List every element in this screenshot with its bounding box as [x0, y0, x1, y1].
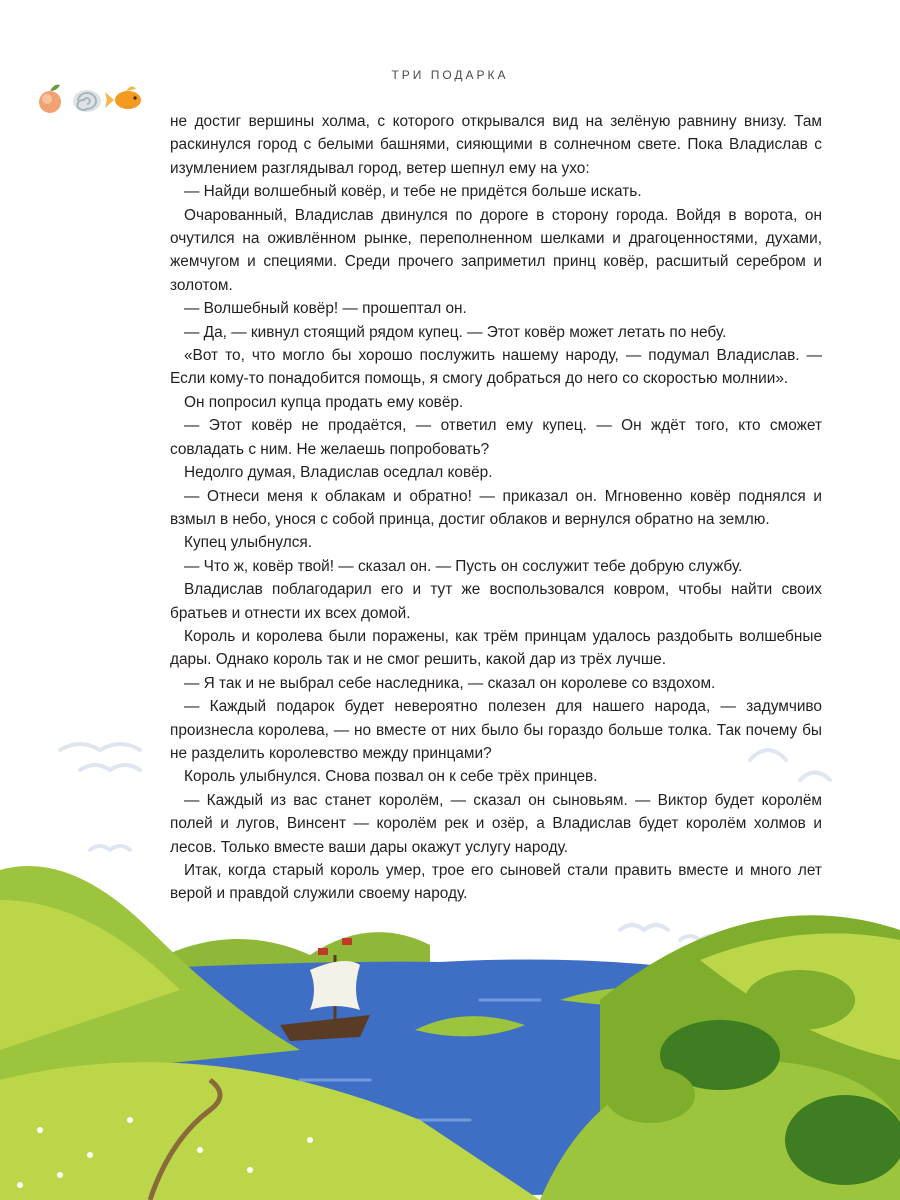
paragraph: — Да, — кивнул стоящий рядом купец. — Этот ковёр может летать по небу. — [184, 323, 727, 341]
paragraph: Купец улыбнулся. — [184, 534, 313, 552]
paragraph: — Каждый подарок будет невероятно полезен для нашего народа, — задумчиво произнесла королева, — но вместе от них было бы гораздо больше толка. Так почему бы не разделить королевство между принцами? — [170, 698, 822, 762]
paragraph: не достиг вершины холма, с которого открывался вид на зелёную равнину внизу. Там раскинулся город с белыми башнями, сияющими в солнечном свете. Пока Владислав с изумлением разглядывал город, ветер шепнул ему на ухо: — [170, 113, 822, 177]
paragraph: Итак, когда старый король умер, трое его сыновей стали править вместе и много лет верой и правдой служили своему народу. — [170, 862, 822, 903]
paragraph: Король улыбнулся. Снова позвал он к себе трёх принцев. — [184, 768, 598, 786]
tree — [785, 1095, 900, 1185]
seagulls — [60, 744, 830, 940]
paragraph: — Волшебный ковёр! — прошептал он. — [184, 300, 467, 318]
paragraph: — Что ж, ковёр твой! — сказал он. — Пусть он сослужит тебе добрую службу. — [184, 557, 743, 575]
goldfish-icon — [105, 86, 141, 109]
paragraph: Король и королева были поражены, как трём принцам удалось раздобыть волшебные дары. Однако король так и не смог решить, какой дар из трёх лучше. — [170, 627, 822, 669]
paragraph: Владислав поблагодарил его и тут же воспользовался ковром, чтобы найти своих братьев и отнести их всех домой. — [170, 581, 822, 622]
paragraph: — Я так и не выбрал себе наследника, — сказал он королеве со вздохом. — [184, 674, 716, 692]
paragraph: Недолго думая, Владислав оседлал ковёр. — [184, 464, 493, 482]
shell-icon — [73, 90, 101, 112]
paragraph: — Каждый из вас станет королём, — сказал он сыновьям. — Виктор будет королём полей и лугов, Винсент — королём рек и озёр, а Владислав будет королём холмов и лесов. Только вместе ваши дары окажут услугу народу. — [170, 791, 822, 856]
paragraph: Очарованный, Владислав двинулся по дороге в сторону города. Войдя в ворота, он очутился на оживлённом рынке, переполненном шелками и драгоценностями, духами, жемчугом и специями. Среди прочего заприметил принц ковёр, расшитый серебром и золотом. — [170, 206, 822, 294]
paragraph: — Отнеси меня к облакам и обратно! — приказал он. Мгновенно ковёр поднялся и взмыл в небо, унося с собой принца, достиг облаков и вернулся обратно на землю. — [170, 487, 822, 528]
paragraph: — Этот ковёр не продаётся, — ответил ему купец. — Он ждёт того, кто сможет совладать с ним. Не желаешь попробовать? — [170, 417, 822, 458]
paragraph: «Вот то, что могло бы хорошо послужить нашему народу, — подумал Владислав. — Если кому-то понадобится помощь, я смогу добраться до него со скоростью молнии». — [170, 347, 822, 388]
running-title: ТРИ ПОДАРКА — [391, 68, 509, 82]
paragraph: Он попросил купца продать ему ковёр. — [184, 393, 464, 411]
landscape-illustration — [0, 700, 900, 1200]
bush — [605, 1067, 695, 1123]
peach-icon — [39, 85, 61, 113]
paragraph: — Найди волшебный ковёр, и тебе не придётся больше искать. — [184, 183, 642, 201]
ornament-icons — [30, 78, 160, 118]
bush — [745, 970, 855, 1030]
